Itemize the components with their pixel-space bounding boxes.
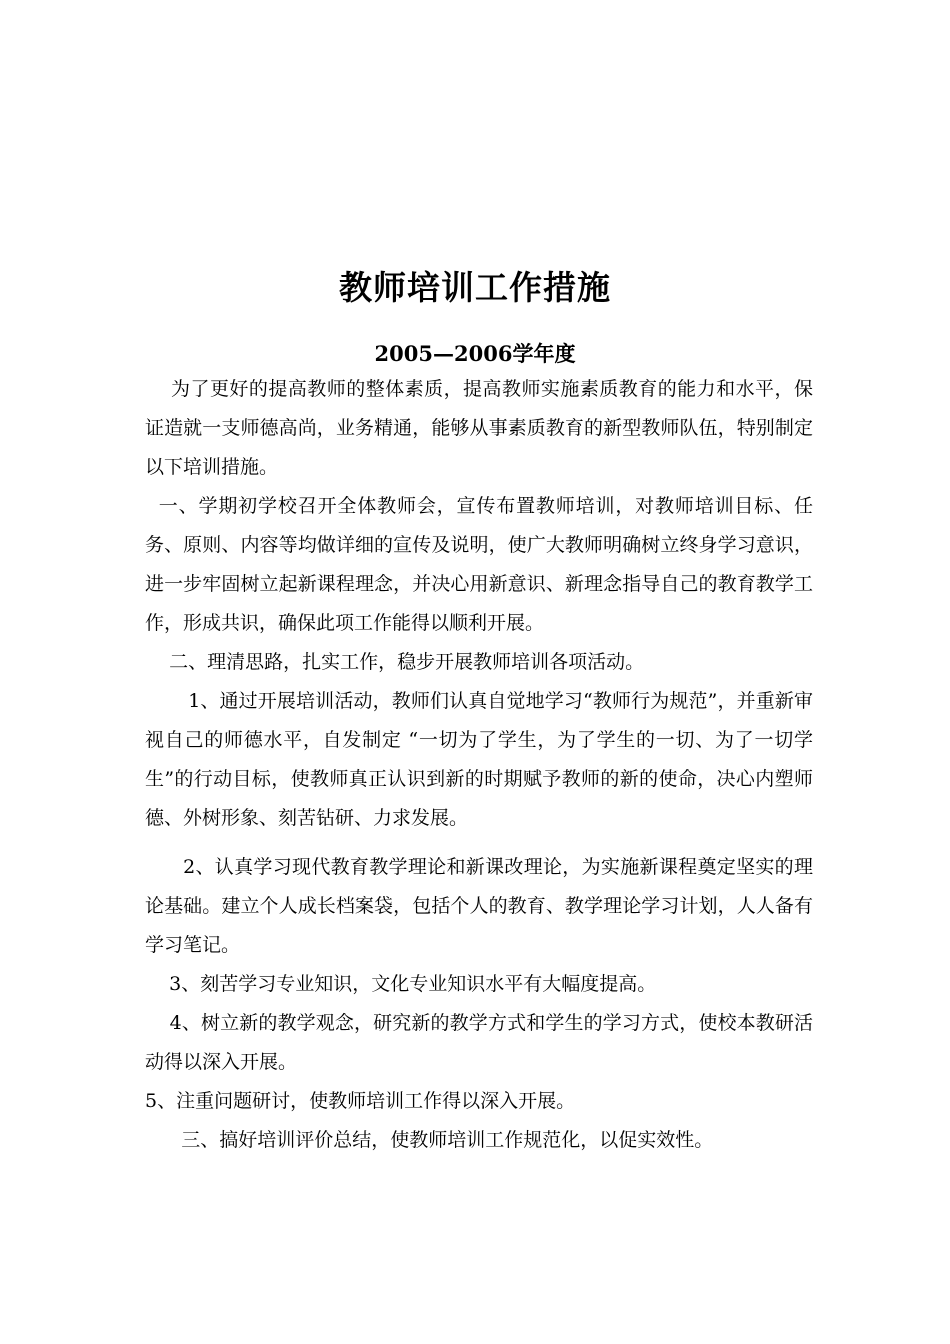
document-title: 教师培训工作措施 (339, 268, 611, 307)
paragraph-item-3: 3、刻苦学习专业知识，文化专业知识水平有大幅度提高。 (145, 973, 657, 995)
paragraph-section-2: 二、理清思路，扎实工作，稳步开展教师培训各项活动。 (145, 651, 645, 673)
paragraph-item-4: 4、树立新的教学观念，研究新的教学方式和学生的学习方式，使校本教研活动得以深入开展。 (145, 1012, 813, 1073)
paragraph-item-2: 2、认真学习现代教育教学理论和新课改理论，为实施新课程奠定坚实的理论基础。建立个人成长档案袋，包括个人的教育、教学理论学习计划，人人备有学习笔记。 (145, 856, 813, 956)
document-subtitle: 2005—2006学年度 (374, 341, 576, 366)
paragraph-section-1: 一、学期初学校召开全体教师会，宣传布置教师培训，对教师培训目标、任务、原则、内容等均做详细的宣传及说明，使广大教师明确树立终身学习意识，进一步牢固树立起新课程理念，并决心用新意识、新理念指导自己的教育教学工作，形成共识，确保此项工作能得以顺利开展。 (145, 495, 813, 634)
paragraph-intro: 为了更好的提高教师的整体素质，提高教师实施素质教育的能力和水平，保证造就一支师德高尚，业务精通，能够从事素质教育的新型教师队伍，特别制定以下培训措施。 (145, 378, 813, 478)
document-body (145, 370, 813, 1160)
paragraph-section-3: 三、搞好培训评价总结，使教师培训工作规范化，以促实效性。 (145, 1129, 714, 1151)
paragraph-item-1: 1、通过开展培训活动，教师们认真自觉地学习“教师行为规范”，并重新审视自己的师德水平，自发制定 “一切为了学生，为了学生的一切、为了一切学生”的行动目标，使教师真正认识到新的时期赋予教师的新的使命，决心内塑师德、外树形象、刻苦钻研、力求发展。 (145, 690, 813, 829)
paragraph-item-5: 5、注重问题研讨，使教师培训工作得以深入开展。 (145, 1090, 576, 1112)
